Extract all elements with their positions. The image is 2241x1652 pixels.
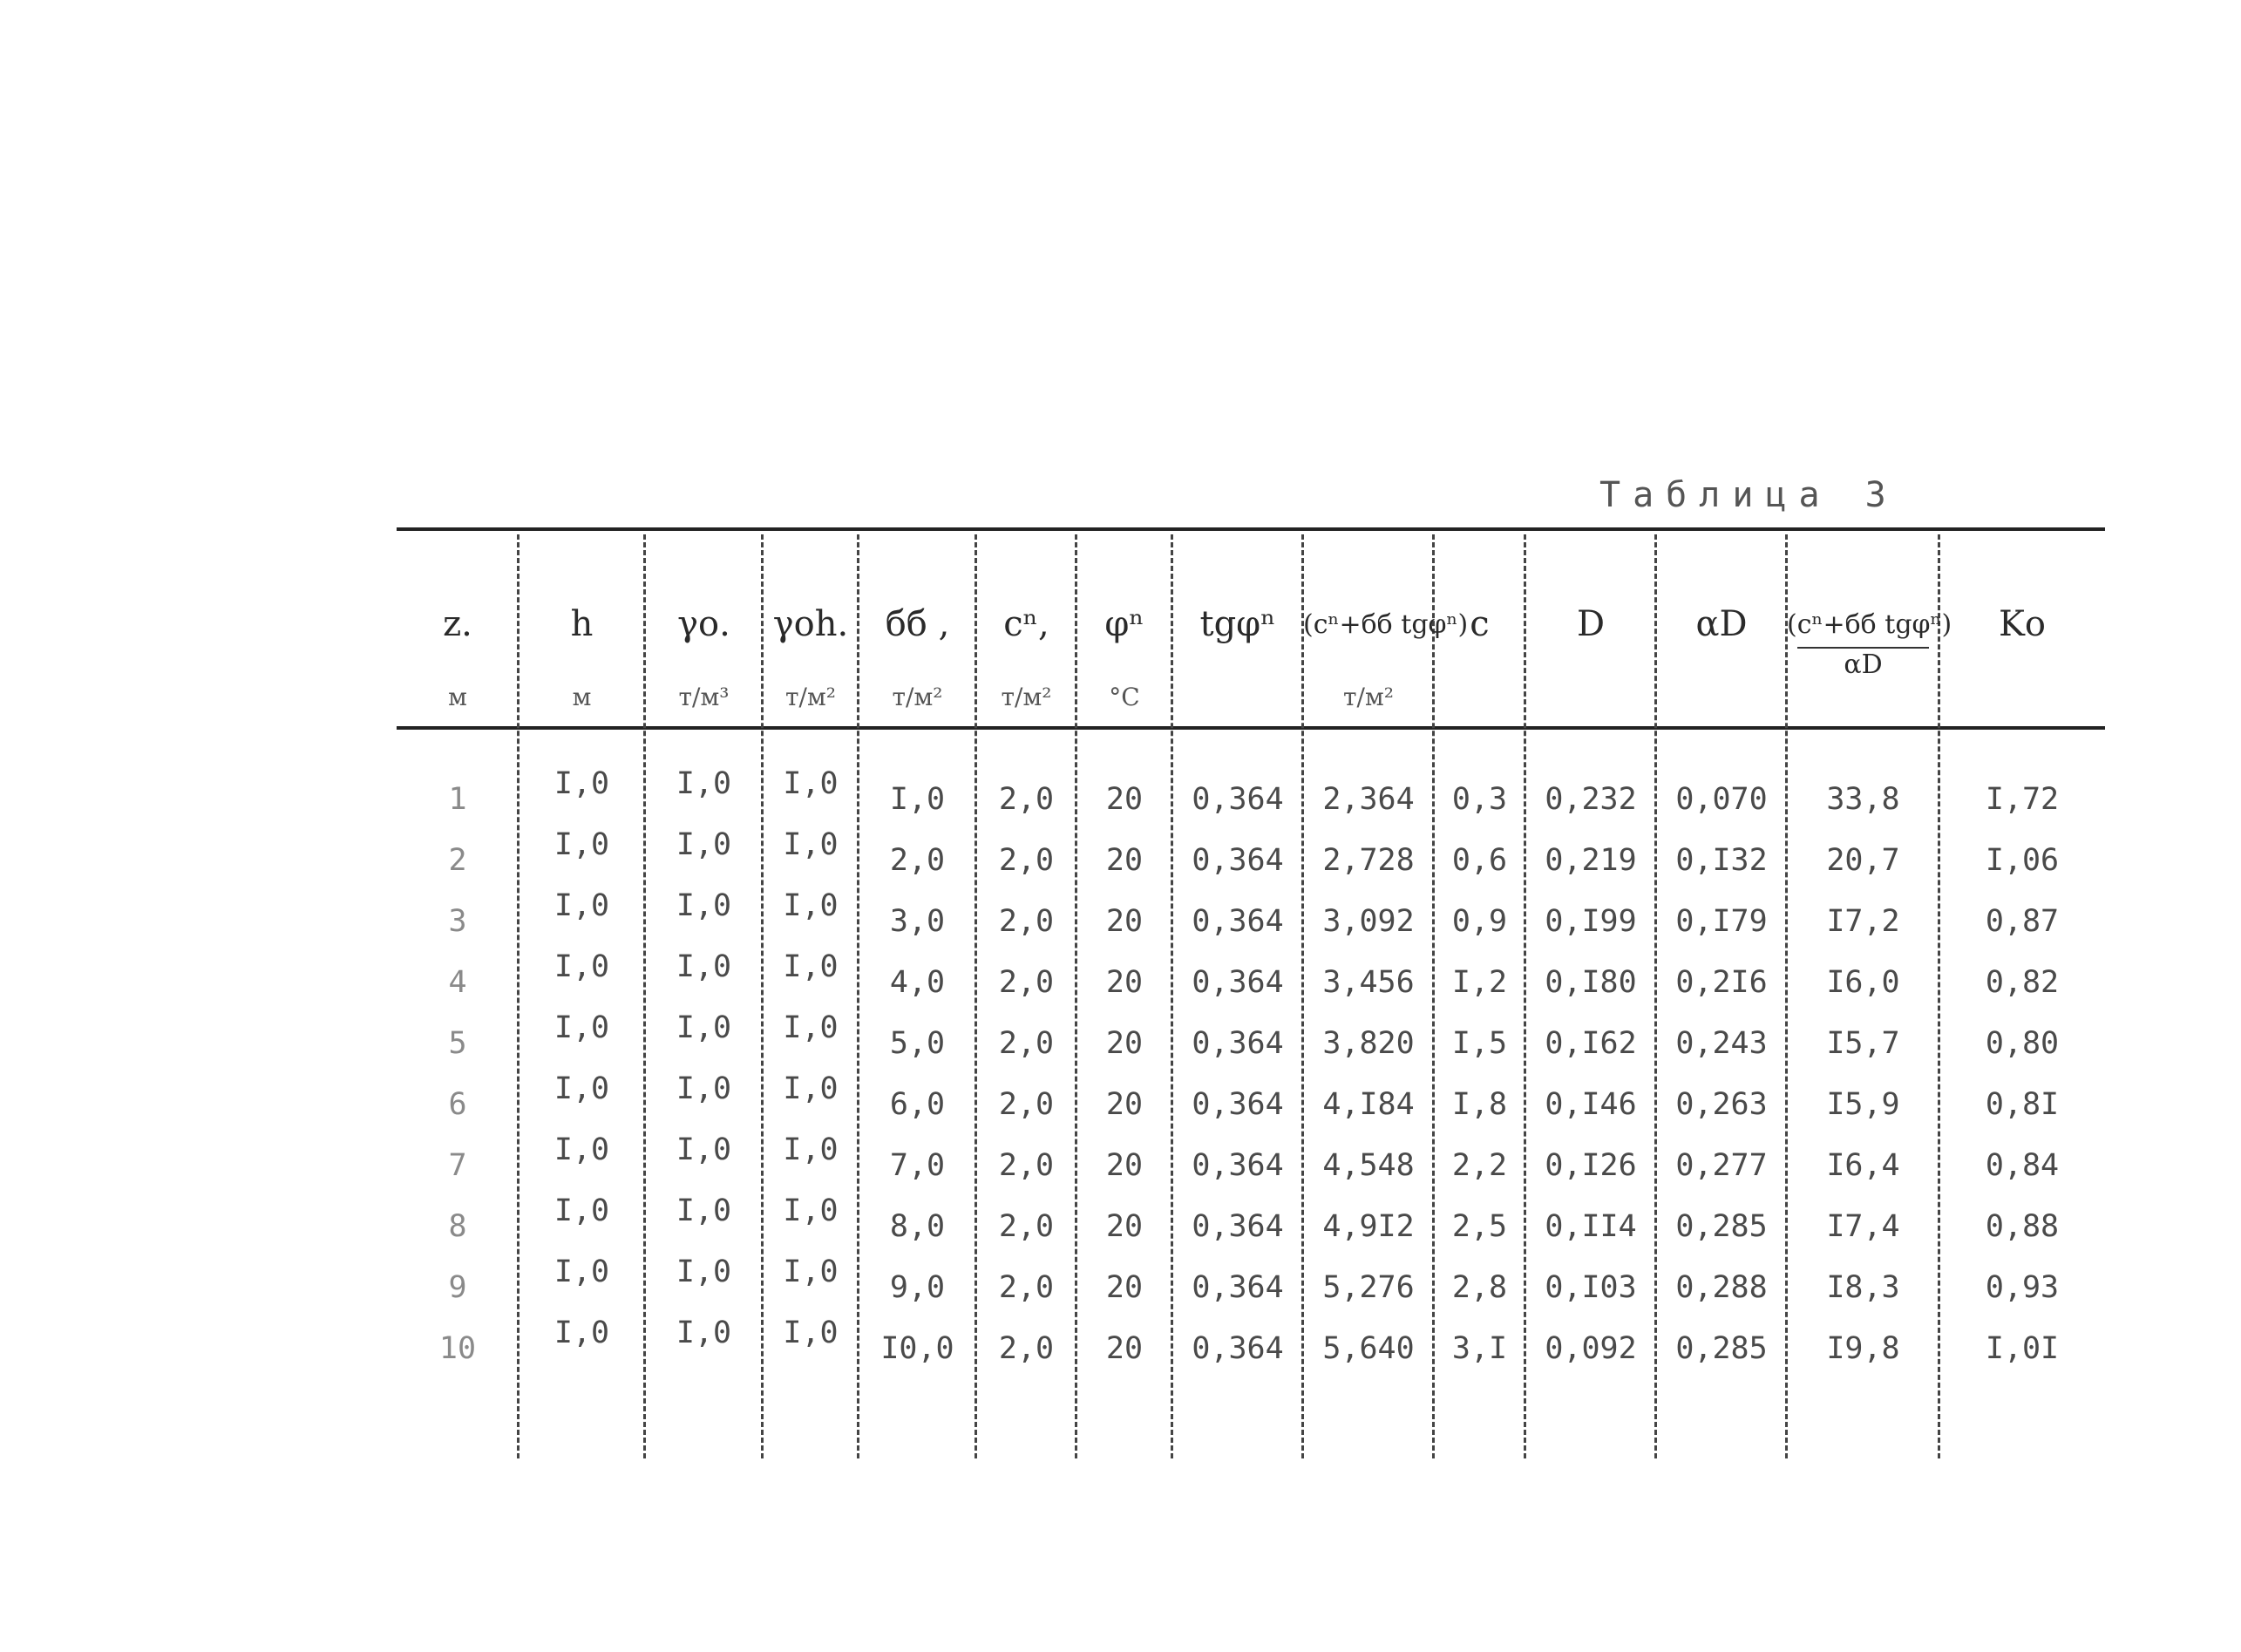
header-alpha-d: αD xyxy=(1695,604,1748,644)
header-unit-strength-ratio: αD xyxy=(1844,649,1883,680)
header-col-c: с xyxy=(1470,604,1490,644)
cell-layer-thickness: I,0 xyxy=(553,949,610,984)
cell-d-value: 0,I99 xyxy=(1545,904,1637,939)
cell-k-coefficient: 0,88 xyxy=(1985,1209,2060,1244)
cell-shear-strength: 3,092 xyxy=(1322,904,1415,939)
cell-d-value: 0,I80 xyxy=(1545,965,1637,1000)
cell-col-c: 0,6 xyxy=(1451,843,1508,878)
cell-friction-angle: 20 xyxy=(1105,782,1144,817)
cell-load-gamma-h: I,0 xyxy=(783,949,839,984)
cell-depth: 7 xyxy=(448,1148,467,1183)
header-d-value: D xyxy=(1576,604,1606,644)
cell-k-coefficient: 0,82 xyxy=(1985,965,2060,1000)
header-unit-shear-strength: т/м² xyxy=(1343,683,1394,711)
header-friction-angle: φⁿ xyxy=(1104,604,1144,644)
cell-cohesion: 2,0 xyxy=(998,843,1055,878)
cell-d-value: 0,219 xyxy=(1545,843,1637,878)
cell-strength-ratio: I6,0 xyxy=(1826,965,1900,1000)
cell-shear-strength: 5,640 xyxy=(1322,1331,1415,1366)
cell-shear-strength: 2,364 xyxy=(1322,782,1415,817)
cell-d-value: 0,I03 xyxy=(1545,1270,1637,1305)
cell-load-gamma-h: I,0 xyxy=(783,1071,839,1106)
cell-col-c: I,8 xyxy=(1451,1087,1508,1122)
header-k-coefficient: Kо xyxy=(1999,604,2046,644)
cell-d-value: 0,II4 xyxy=(1545,1209,1637,1244)
cell-d-value: 0,I46 xyxy=(1545,1087,1637,1122)
cell-cohesion: 2,0 xyxy=(998,1270,1055,1305)
cell-cohesion: 2,0 xyxy=(998,965,1055,1000)
cell-layer-thickness: I,0 xyxy=(553,1315,610,1350)
header-unit-weight: γо. xyxy=(677,604,730,644)
cell-k-coefficient: 0,93 xyxy=(1985,1270,2060,1305)
cell-strength-ratio: 20,7 xyxy=(1826,843,1900,878)
cell-alpha-d: 0,277 xyxy=(1675,1148,1768,1183)
cell-load-gamma-h: I,0 xyxy=(783,1193,839,1228)
cell-k-coefficient: I,06 xyxy=(1985,843,2060,878)
cell-depth: 6 xyxy=(448,1087,467,1122)
cell-tan-phi: 0,364 xyxy=(1192,965,1284,1000)
cell-vertical-stress: 3,0 xyxy=(889,904,946,939)
header-unit-load-gamma-h: т/м² xyxy=(785,683,836,711)
cell-friction-angle: 20 xyxy=(1105,1026,1144,1061)
cell-k-coefficient: 0,84 xyxy=(1985,1148,2060,1183)
cell-tan-phi: 0,364 xyxy=(1192,1209,1284,1244)
cell-k-coefficient: 0,8I xyxy=(1985,1087,2060,1122)
cell-load-gamma-h: I,0 xyxy=(783,1315,839,1350)
header-unit-depth: м xyxy=(448,683,467,711)
cell-layer-thickness: I,0 xyxy=(553,1254,610,1289)
cell-unit-weight: I,0 xyxy=(676,949,732,984)
cell-friction-angle: 20 xyxy=(1105,965,1144,1000)
cell-col-c: 2,8 xyxy=(1451,1270,1508,1305)
cell-vertical-stress: I0,0 xyxy=(880,1331,954,1366)
cell-friction-angle: 20 xyxy=(1105,1331,1144,1366)
cell-shear-strength: 4,9I2 xyxy=(1322,1209,1415,1244)
header-shear-strength: (cⁿ+бб tgφⁿ) xyxy=(1303,609,1469,640)
cell-vertical-stress: 5,0 xyxy=(889,1026,946,1061)
cell-load-gamma-h: I,0 xyxy=(783,1010,839,1045)
cell-strength-ratio: I5,7 xyxy=(1826,1026,1900,1061)
cell-depth: 3 xyxy=(448,904,467,939)
header-load-gamma-h: γоh. xyxy=(772,604,849,644)
cell-layer-thickness: I,0 xyxy=(553,827,610,862)
cell-k-coefficient: 0,87 xyxy=(1985,904,2060,939)
cell-col-c: 2,2 xyxy=(1451,1148,1508,1183)
cell-alpha-d: 0,I79 xyxy=(1675,904,1768,939)
header-depth: z. xyxy=(443,604,472,644)
cell-tan-phi: 0,364 xyxy=(1192,1270,1284,1305)
cell-tan-phi: 0,364 xyxy=(1192,1026,1284,1061)
cell-strength-ratio: I6,4 xyxy=(1826,1148,1900,1183)
cell-col-c: 2,5 xyxy=(1451,1209,1508,1244)
cell-depth: 4 xyxy=(448,965,467,1000)
cell-layer-thickness: I,0 xyxy=(553,1071,610,1106)
cell-tan-phi: 0,364 xyxy=(1192,1331,1284,1366)
cell-unit-weight: I,0 xyxy=(676,1071,732,1106)
cell-friction-angle: 20 xyxy=(1105,1087,1144,1122)
cell-d-value: 0,232 xyxy=(1545,782,1637,817)
cell-vertical-stress: 6,0 xyxy=(889,1087,946,1122)
cell-k-coefficient: 0,80 xyxy=(1985,1026,2060,1061)
cell-vertical-stress: 4,0 xyxy=(889,965,946,1000)
cell-shear-strength: 3,820 xyxy=(1322,1026,1415,1061)
cell-strength-ratio: I8,3 xyxy=(1826,1270,1900,1305)
cell-depth: 8 xyxy=(448,1209,467,1244)
cell-col-c: 0,3 xyxy=(1451,782,1508,817)
cell-cohesion: 2,0 xyxy=(998,1026,1055,1061)
cell-layer-thickness: I,0 xyxy=(553,1193,610,1228)
cell-vertical-stress: 2,0 xyxy=(889,843,946,878)
cell-friction-angle: 20 xyxy=(1105,1209,1144,1244)
cell-alpha-d: 0,2I6 xyxy=(1675,965,1768,1000)
cell-friction-angle: 20 xyxy=(1105,1270,1144,1305)
cell-friction-angle: 20 xyxy=(1105,904,1144,939)
cell-col-c: I,2 xyxy=(1451,965,1508,1000)
cell-cohesion: 2,0 xyxy=(998,1331,1055,1366)
cell-alpha-d: 0,070 xyxy=(1675,782,1768,817)
cell-depth: 5 xyxy=(448,1026,467,1061)
cell-vertical-stress: 9,0 xyxy=(889,1270,946,1305)
header-strength-ratio: (cⁿ+бб tgφⁿ) xyxy=(1787,609,1952,640)
cell-depth: 2 xyxy=(448,843,467,878)
cell-layer-thickness: I,0 xyxy=(553,766,610,801)
cell-load-gamma-h: I,0 xyxy=(783,1254,839,1289)
cell-unit-weight: I,0 xyxy=(676,827,732,862)
cell-shear-strength: 4,548 xyxy=(1322,1148,1415,1183)
header-unit-cohesion: т/м² xyxy=(1001,683,1052,711)
cell-unit-weight: I,0 xyxy=(676,1010,732,1045)
cell-d-value: 0,092 xyxy=(1545,1331,1637,1366)
cell-load-gamma-h: I,0 xyxy=(783,827,839,862)
table-top-rule xyxy=(397,527,2105,531)
cell-cohesion: 2,0 xyxy=(998,904,1055,939)
cell-layer-thickness: I,0 xyxy=(553,1010,610,1045)
cell-tan-phi: 0,364 xyxy=(1192,1087,1284,1122)
cell-alpha-d: 0,243 xyxy=(1675,1026,1768,1061)
header-cohesion: cⁿ, xyxy=(1003,604,1049,644)
cell-load-gamma-h: I,0 xyxy=(783,1132,839,1167)
cell-unit-weight: I,0 xyxy=(676,1254,732,1289)
cell-depth: 9 xyxy=(448,1270,467,1305)
cell-alpha-d: 0,263 xyxy=(1675,1087,1768,1122)
cell-friction-angle: 20 xyxy=(1105,843,1144,878)
cell-tan-phi: 0,364 xyxy=(1192,904,1284,939)
header-unit-friction-angle: °C xyxy=(1109,683,1140,711)
cell-vertical-stress: 8,0 xyxy=(889,1209,946,1244)
cell-cohesion: 2,0 xyxy=(998,1148,1055,1183)
cell-alpha-d: 0,288 xyxy=(1675,1270,1768,1305)
data-table xyxy=(397,527,2105,1473)
cell-strength-ratio: I7,2 xyxy=(1826,904,1900,939)
cell-load-gamma-h: I,0 xyxy=(783,888,839,923)
cell-strength-ratio: I9,8 xyxy=(1826,1331,1900,1366)
cell-unit-weight: I,0 xyxy=(676,766,732,801)
cell-depth: 1 xyxy=(448,782,467,817)
cell-layer-thickness: I,0 xyxy=(553,888,610,923)
cell-tan-phi: 0,364 xyxy=(1192,843,1284,878)
cell-unit-weight: I,0 xyxy=(676,1315,732,1350)
cell-k-coefficient: I,0I xyxy=(1985,1331,2060,1366)
header-unit-vertical-stress: т/м² xyxy=(892,683,943,711)
cell-cohesion: 2,0 xyxy=(998,782,1055,817)
cell-friction-angle: 20 xyxy=(1105,1148,1144,1183)
cell-shear-strength: 3,456 xyxy=(1322,965,1415,1000)
cell-vertical-stress: 7,0 xyxy=(889,1148,946,1183)
cell-strength-ratio: I5,9 xyxy=(1826,1087,1900,1122)
cell-cohesion: 2,0 xyxy=(998,1209,1055,1244)
header-vertical-stress: бб , xyxy=(885,604,950,644)
cell-tan-phi: 0,364 xyxy=(1192,1148,1284,1183)
cell-cohesion: 2,0 xyxy=(998,1087,1055,1122)
header-layer-thickness: h xyxy=(570,604,594,644)
cell-alpha-d: 0,285 xyxy=(1675,1331,1768,1366)
cell-alpha-d: 0,285 xyxy=(1675,1209,1768,1244)
cell-unit-weight: I,0 xyxy=(676,888,732,923)
cell-d-value: 0,I26 xyxy=(1545,1148,1637,1183)
fraction-bar xyxy=(1797,647,1929,649)
cell-layer-thickness: I,0 xyxy=(553,1132,610,1167)
cell-col-c: 3,I xyxy=(1451,1331,1508,1366)
cell-k-coefficient: I,72 xyxy=(1985,782,2060,817)
cell-alpha-d: 0,I32 xyxy=(1675,843,1768,878)
cell-unit-weight: I,0 xyxy=(676,1193,732,1228)
cell-shear-strength: 2,728 xyxy=(1322,843,1415,878)
table-caption: Таблица 3 xyxy=(1599,475,1898,515)
cell-vertical-stress: I,0 xyxy=(889,782,946,817)
cell-strength-ratio: 33,8 xyxy=(1826,782,1900,817)
cell-shear-strength: 5,276 xyxy=(1322,1270,1415,1305)
cell-load-gamma-h: I,0 xyxy=(783,766,839,801)
cell-col-c: I,5 xyxy=(1451,1026,1508,1061)
header-tan-phi: tgφⁿ xyxy=(1199,604,1276,644)
header-bottom-rule xyxy=(397,726,2105,730)
cell-col-c: 0,9 xyxy=(1451,904,1508,939)
cell-tan-phi: 0,364 xyxy=(1192,782,1284,817)
cell-d-value: 0,I62 xyxy=(1545,1026,1637,1061)
header-unit-layer-thickness: м xyxy=(572,683,592,711)
cell-unit-weight: I,0 xyxy=(676,1132,732,1167)
cell-depth: 10 xyxy=(438,1331,477,1366)
header-unit-unit-weight: т/м³ xyxy=(678,683,730,711)
cell-shear-strength: 4,I84 xyxy=(1322,1087,1415,1122)
cell-strength-ratio: I7,4 xyxy=(1826,1209,1900,1244)
